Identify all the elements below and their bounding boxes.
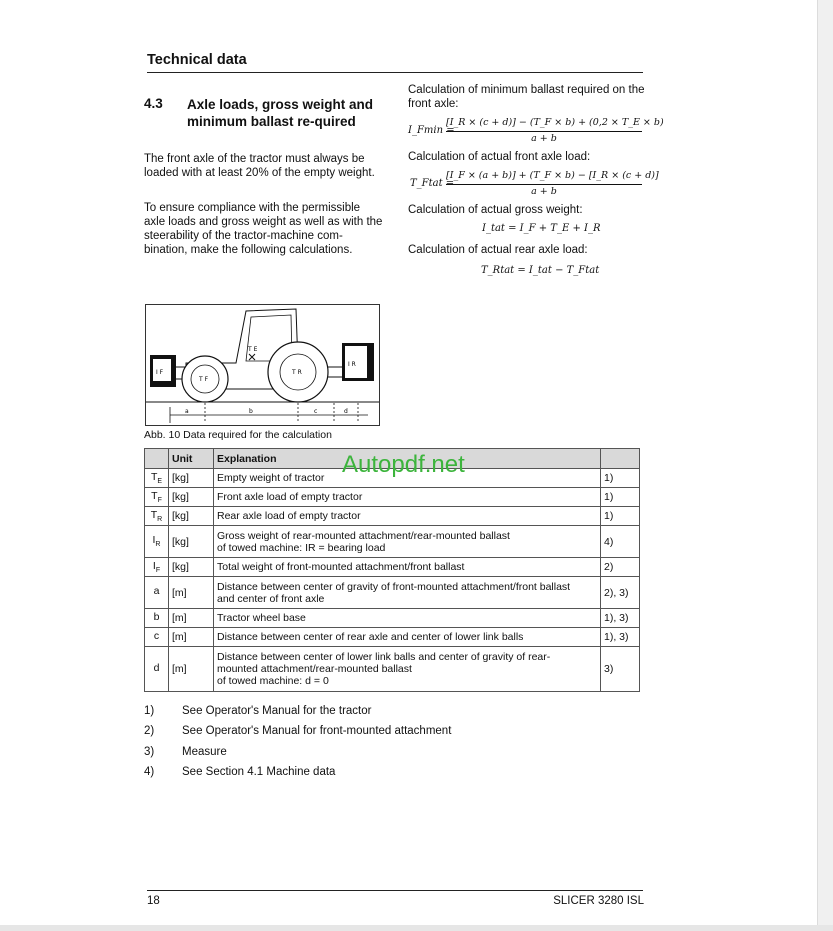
header-unit: Unit (169, 449, 214, 469)
table-row (145, 628, 640, 647)
paragraph-compliance: To ensure compliance with the permissible axle loads and gross weight as well as with the steerability of the tractor-machine com-bination, make the following calculations. (144, 202, 383, 256)
calc-formula-gross-weight: I_tat = I_F + T_E + I_R (482, 223, 601, 234)
fraction-bar (446, 131, 642, 132)
cell-symbol (145, 558, 169, 577)
page-header-title: Technical data (147, 52, 247, 68)
calc-formula-rear-axle: T_Rtat = I_tat − T_Ftat (481, 265, 600, 276)
document-id: SLICER 3280 ISL (553, 895, 644, 907)
fraction-bar (446, 184, 642, 185)
label-c: c (314, 408, 318, 415)
footnote-number: 4) (144, 766, 155, 778)
symbol-letter: d (153, 661, 160, 674)
cell-reference: 1), 3) (601, 628, 640, 647)
cell-symbol (145, 507, 169, 526)
table-row (145, 577, 640, 609)
rear-hitch (328, 367, 342, 377)
cell-unit: [kg] (169, 507, 214, 526)
footnote-text: See Operator's Manual for the tractor (182, 705, 372, 717)
label-te: T E (248, 346, 258, 353)
symbol-subscript: F (157, 497, 162, 505)
cell-unit: [m] (169, 647, 214, 692)
cell-reference: 1) (601, 488, 640, 507)
tractor-diagram (145, 304, 380, 426)
cell-unit: [m] (169, 609, 214, 628)
table-body (145, 469, 640, 692)
table-row (145, 526, 640, 558)
table-row (145, 488, 640, 507)
cell-reference: 3) (601, 647, 640, 692)
page-number: 18 (147, 895, 160, 907)
cell-symbol (145, 469, 169, 488)
symbol-letter: I (152, 534, 156, 547)
cell-unit: [kg] (169, 558, 214, 577)
symbol-letter: T (150, 470, 158, 483)
cell-symbol (145, 526, 169, 558)
header-explanation: Explanation (214, 449, 601, 469)
symbol-letter: a (153, 585, 160, 598)
label-tf: T F (199, 376, 209, 383)
table-row (145, 507, 640, 526)
symbol-letter: T (150, 508, 158, 521)
cell-explanation: Distance between center of rear axle and center of lower link balls (214, 628, 601, 647)
figure-caption: Abb. 10 Data required for the calculation (144, 429, 332, 441)
footnote-text: Measure (182, 746, 227, 758)
calc-label-rear-axle: Calculation of actual rear axle load: (408, 244, 588, 256)
cell-explanation: Distance between center of lower link balls and center of gravity of rear- mounted attachment/rear-mounted ballast of towed machine: d = 0 (214, 647, 601, 692)
symbol-subscript: E (157, 478, 163, 486)
cell-symbol (145, 488, 169, 507)
table-row (145, 647, 640, 692)
footnote-text: See Section 4.1 Machine data (182, 766, 336, 778)
cell-reference: 2), 3) (601, 577, 640, 609)
header-reference (601, 449, 640, 469)
symbol-letter: T (151, 489, 158, 502)
section-title: Axle loads, gross weight and minimum ballast re-quired (187, 97, 374, 129)
watermark: Autopdf.net (342, 451, 465, 478)
label-b: b (249, 408, 253, 415)
footer-rule (147, 890, 643, 891)
calc-lhs-min-ballast: I_Fmin = (408, 125, 455, 136)
section-number: 4.3 (144, 96, 163, 111)
footnote-number: 1) (144, 705, 155, 717)
symbol-letter: c (153, 629, 160, 642)
footnote-text: See Operator's Manual for front-mounted attachment (182, 725, 452, 737)
cell-explanation: Front axle load of empty tractor (214, 488, 601, 507)
footnote-number: 2) (144, 725, 155, 737)
symbol-letter: b (153, 610, 160, 623)
symbol-subscript: R (157, 516, 163, 524)
label-d: d (344, 408, 348, 415)
cell-unit: [kg] (169, 488, 214, 507)
cell-reference: 2) (601, 558, 640, 577)
cell-symbol (145, 628, 169, 647)
cell-explanation: Total weight of front-mounted attachment/front ballast (214, 558, 601, 577)
paragraph-front-axle: The front axle of the tractor must always be loaded with at least 20% of the empty weight. (144, 153, 375, 179)
label-ir: I R (348, 361, 356, 368)
calc-numerator-front-axle: [I_F × (a + b)] + (T_F × b) − [I_R × (c + d)] (446, 170, 659, 181)
table-row (145, 558, 640, 577)
calc-label-min-ballast: Calculation of minimum ballast required on the front axle: (408, 84, 645, 110)
cell-symbol (145, 609, 169, 628)
cell-explanation: Rear axle load of empty tractor (214, 507, 601, 526)
symbol-letter: I (152, 559, 156, 572)
cell-symbol (145, 647, 169, 692)
calc-denominator-front-axle: a + b (531, 186, 557, 197)
cell-explanation: Gross weight of rear-mounted attachment/rear-mounted ballast of towed machine: IR = bearing load (214, 526, 601, 558)
cell-explanation: Tractor wheel base (214, 609, 601, 628)
tractor-diagram-svg (146, 305, 379, 425)
cell-reference: 4) (601, 526, 640, 558)
data-table (144, 448, 640, 692)
label-tr: T R (292, 369, 302, 376)
symbol-subscript: R (155, 541, 161, 549)
header-rule (147, 72, 643, 73)
calc-label-front-axle: Calculation of actual front axle load: (408, 151, 591, 163)
cell-unit: [kg] (169, 526, 214, 558)
calc-lhs-front-axle: T_Ftat = (410, 178, 455, 189)
cell-unit: [m] (169, 577, 214, 609)
calc-denominator-min-ballast: a + b (531, 133, 557, 144)
cell-symbol (145, 577, 169, 609)
cell-explanation: Empty weight of tractor (214, 469, 601, 488)
cell-reference: 1), 3) (601, 609, 640, 628)
table-row (145, 609, 640, 628)
cell-unit: [m] (169, 628, 214, 647)
cell-reference: 1) (601, 469, 640, 488)
header-symbol (145, 449, 169, 469)
calc-label-gross-weight: Calculation of actual gross weight: (408, 204, 583, 216)
cell-reference: 1) (601, 507, 640, 526)
symbol-subscript: F (155, 567, 161, 575)
cell-unit: [kg] (169, 469, 214, 488)
viewer-scrollbar[interactable] (817, 0, 833, 931)
label-if: I F (156, 369, 164, 376)
footnote-number: 3) (144, 746, 155, 758)
cell-explanation: Distance between center of gravity of front-mounted attachment/front ballast and center of front axle (214, 577, 601, 609)
label-a: a (185, 408, 189, 415)
calc-numerator-min-ballast: [I_R × (c + d)] − (T_F × b) + (0,2 × T_E × b) (446, 117, 664, 128)
viewer-bottom-bar (0, 925, 833, 931)
